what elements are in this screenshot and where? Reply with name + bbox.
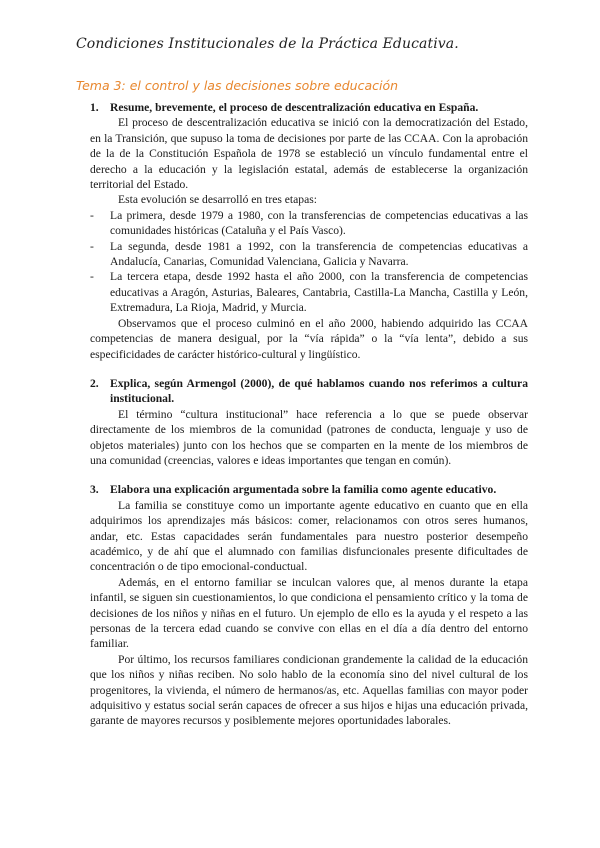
question-number: 2.	[90, 376, 99, 390]
paragraph: El proceso de descentralización educativa se inició con la democratización del Estado, en la Transición, que supuso la toma de decisiones por parte de las CCAA. Con la aprobación de la de la Constitución Española de 1978 se estableció un vínculo fundamental entre el derecho a la educación y la legislación estatal, además de establecerse la organización territorial del Estado.	[90, 116, 528, 192]
section-3	[90, 482, 528, 729]
dash-bullet: -	[90, 270, 94, 284]
paragraph: El término “cultura institucional” hace referencia a lo que se puede observar directamente de los miembros de la comunidad (patrones de conducta, lenguaje y uso de objetos materiales) junto con los hechos que se comparten en la mente de los miembros de una comunidad (creencias, valores e ideas importantes que tengan en común).	[90, 407, 528, 467]
question-number: 1.	[90, 101, 99, 114]
question-text: Elabora una explicación argumentada sobre la familia como agente educativo.	[110, 483, 497, 497]
paragraph: Por último, los recursos familiares condicionan grandemente la calidad de la educación que los niños y niñas reciben. No solo hablo de la economía sino del nivel cultural de los progenitores, la vivienda, el número de hermanos/as, etc. Aquellas familias con mayor poder adquisitivo y estatus social serán capaces de ofrecer a sus hijos e hijas una educación privada, garante de mayores recursos y posiblemente mejores oportunidades laborales.	[90, 652, 528, 728]
question-2	[90, 376, 528, 407]
section-2	[90, 376, 528, 468]
dash-bullet: -	[90, 208, 94, 222]
paragraph: Esta evolución se desarrolló en tres etapas:	[118, 193, 317, 207]
question-1	[90, 100, 528, 115]
list-item: - La primera, desde 1979 a 1980, con la transferencias de competencias educativas a las comunidades históricas (Cataluña y el País Vasco).	[90, 208, 528, 238]
stage-list	[90, 208, 528, 316]
question-text: Resume, brevemente, el proceso de descentralización educativa en España.	[110, 101, 479, 114]
topic-heading: Tema 3: el control y las decisiones sobre educación	[76, 78, 399, 93]
dash-bullet: -	[90, 239, 94, 253]
question-3	[90, 482, 528, 497]
question-number: 3.	[90, 483, 99, 497]
paragraph: Observamos que el proceso culminó en el año 2000, habiendo adquirido las CCAA competencias de manera desigual, por la “vía rápida” o la “vía lenta”, debido a sus especificidades de carácter histórico-cultural y lingüístico.	[90, 316, 528, 361]
document-title: Condiciones Institucionales de la Práctica Educativa.	[76, 36, 459, 52]
paragraph: La familia se constituye como un importante agente educativo en cuanto que en ella adquirimos los aprendizajes más básicos: comer, relacionamos con otros seres humanos, andar, etc. Estas capacidades serán fundamentales para nuestro posterior desempeño académico, y de ahí que el alumnado con familias disfuncionales presente dificultades de concentración o de tipo emocional-conductual.	[90, 498, 528, 574]
list-item: - La tercera etapa, desde 1992 hasta el año 2000, con la transferencia de competencias educativas a Aragón, Asturias, Baleares, Cantabria, Castilla-La Mancha, Castilla y León, Extremadura, La Rioja, Madrid, y Murcia.	[90, 270, 528, 315]
question-text: Explica, según Armengol (2000), de qué hablamos cuando nos referimos a cultura institucional.	[110, 376, 528, 406]
list-item: - La segunda, desde 1981 a 1992, con la transferencia de competencias educativas a Andalucía, Canarias, Comunidad Valenciana, Galicia y Navarra.	[90, 239, 528, 269]
paragraph: Además, en el entorno familiar se inculcan valores que, al menos durante la etapa infantil, se siguen sin cuestionamientos, lo que condiciona el pensamiento crítico y la toma de decisiones de los niños y niñas en el futuro. Un ejemplo de ello es la ayuda y el respeto a las personas de la tercera edad cuando se convive con ellas en el día a día dentro del entorno familiar.	[90, 575, 528, 651]
document-body	[90, 100, 528, 743]
section-1	[90, 100, 528, 362]
